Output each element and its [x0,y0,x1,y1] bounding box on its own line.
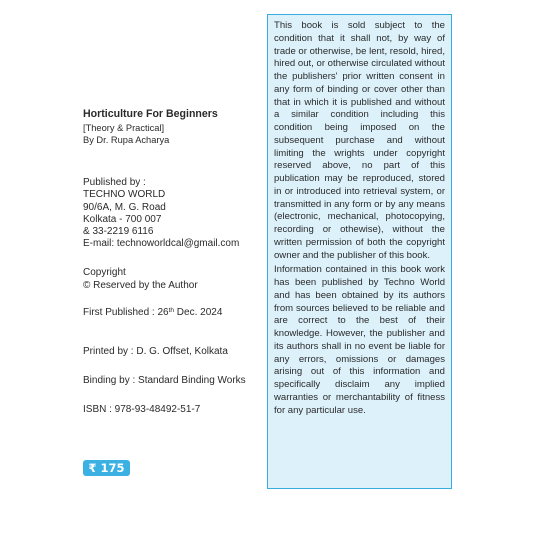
copyright-heading: Copyright [83,267,126,279]
legal-notice-paragraph-1: This book is sold subject to the condition that it shall not, by way of trade or otherwise, be lent, resold, hired, hired out, or otherwise circulated without the publishers' prior written consent in any form of binding or cover other than that in which it is published and without a similar condition including this condition being imposed on the subsequent purchase and without limiting the wrights under copyright reserved above, no part of this publication may be reproduced, stored in or introduced into retrieval system, or transmitted in any form or by any means (electronic, mechanical, photocopying, recording or othewise), without the written permission of both the copyright owner and the publisher of this book. [274,20,445,261]
book-author: By Dr. Rupa Acharya [83,134,170,145]
first-published-label: First Published : 26 [83,306,169,318]
publisher-phone: & 33-2219 6116 [83,226,154,238]
publisher-email: E-mail: technoworldcal@gmail.com [83,238,240,250]
publisher-address-line-2: Kolkata - 700 007 [83,213,162,225]
first-published-suffix: th [168,306,175,314]
book-title: Horticulture For Beginners [83,108,218,120]
publisher-block [83,177,263,250]
printed-by: Printed by : D. G. Offset, Kolkata [83,346,228,358]
price-badge: ₹ 175 [83,460,130,476]
book-subtitle: [Theory & Practical] [83,123,165,134]
publisher-name: TECHNO WORLD [83,189,166,201]
binding-by: Binding by : Standard Binding Works [83,375,246,387]
first-published [83,307,263,319]
copyright-notice: © Reserved by the Author [83,279,198,291]
legal-notice-paragraph-2: Information contained in this book work has been published by Techno World and has been obtained by its authors from sources believed to be reliable and are correct to the best of their knowledge. However, the publisher and its authors shall in no event be liable for any errors, omissions or damages arising out of this information and specifically disclaim any implied warranties or merchantability of fitness for any particular use. [274,264,445,416]
isbn: ISBN : 978-93-48492-51-7 [83,404,201,416]
legal-notice-box [267,14,452,489]
copyright-block [83,267,263,291]
publisher-address-line-1: 90/6A, M. G. Road [83,201,166,213]
publisher-heading: Published by : [83,177,146,189]
first-published-date: Dec. 2024 [174,306,223,318]
imprint-column [83,108,263,417]
